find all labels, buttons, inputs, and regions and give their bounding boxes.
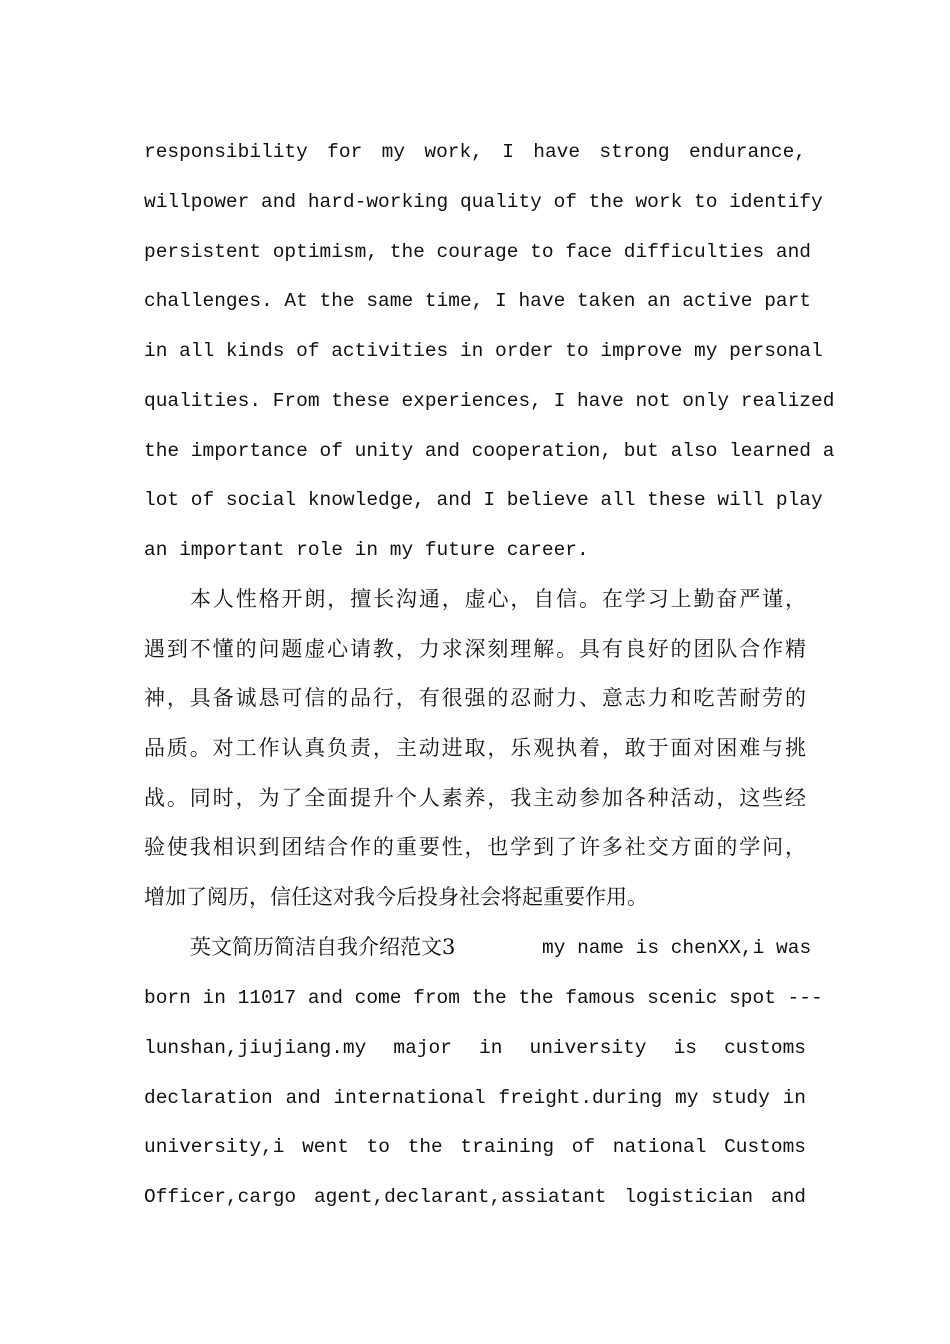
paragraph-2-line-7: 增加了阅历，信任这对我今后投身社会将起重要作用。 — [144, 885, 648, 909]
paragraph-3-line-6: Officer,cargo agent,declarant,assiatant logistician and — [144, 1186, 806, 1208]
paragraph-1-line-2: willpower and hard-working quality of the work to identify — [144, 191, 823, 213]
paragraph-3-first-line: my name is chenXX,i was — [542, 937, 812, 959]
paragraph-2-line-6: 验使我相识到团结合作的重要性，也学到了许多社交方面的学问， — [144, 835, 806, 859]
paragraph-2-line-1: 本人性格开朗，擅长沟通，虚心，自信。在学习上勤奋严谨， — [190, 587, 806, 611]
paragraph-3-line-3: lunshan,jiujiang.my major in university is customs — [144, 1037, 806, 1059]
paragraph-2-line-4: 品质。对工作认真负责，主动进取，乐观执着，敢于面对困难与挑 — [144, 736, 806, 760]
paragraph-1-line-7: the importance of unity and cooperation, but also learned a — [144, 440, 835, 462]
paragraph-1-line-1: responsibility for my work, I have strong endurance, — [144, 141, 806, 163]
paragraph-2-line-3: 神，具备诚恳可信的品行，有很强的忍耐力、意志力和吃苦耐劳的 — [144, 686, 806, 710]
paragraph-3-heading: 英文简历简洁自我介绍范文3 — [190, 935, 456, 959]
paragraph-2-line-5: 战。同时，为了全面提升个人素养，我主动参加各种活动，这些经 — [144, 786, 806, 810]
paragraph-1-line-3: persistent optimism, the courage to face difficulties and — [144, 241, 812, 263]
paragraph-2-line-2: 遇到不懂的问题虚心请教，力求深刻理解。具有良好的团队合作精 — [144, 637, 806, 661]
paragraph-1-line-9: an important role in my future career. — [144, 539, 589, 561]
paragraph-1-line-8: lot of social knowledge, and I believe all these will play — [144, 489, 823, 511]
paragraph-1-line-6: qualities. From these experiences, I have not only realized — [144, 390, 835, 412]
paragraph-1-line-4: challenges. At the same time, I have taken an active part — [144, 290, 812, 312]
paragraph-1-line-5: in all kinds of activities in order to improve my personal — [144, 340, 823, 362]
paragraph-3-line-2: born in 11017 and come from the the famous scenic spot --- — [144, 987, 823, 1009]
paragraph-3-line-5: university,i went to the training of national Customs — [144, 1136, 806, 1158]
paragraph-3-line-4: declaration and international freight.during my study in — [144, 1087, 806, 1109]
